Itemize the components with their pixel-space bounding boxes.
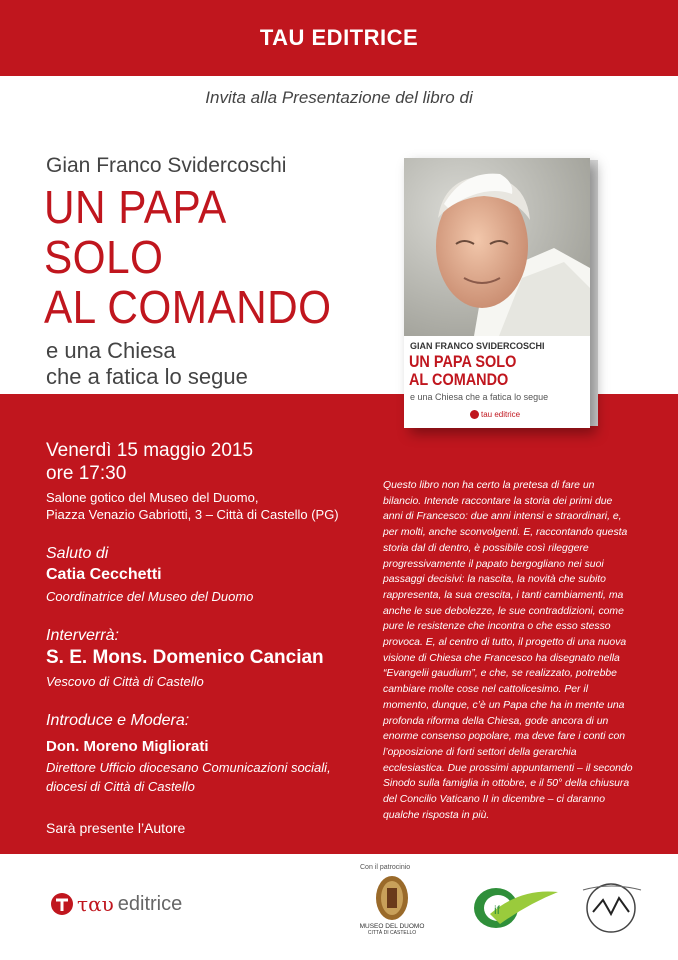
book-subtitle-line-2: che a fatica lo segue bbox=[46, 364, 248, 389]
cover-publisher bbox=[470, 410, 520, 419]
description-line: passaggi decisivi: la nascita, la novità che subito bbox=[383, 574, 606, 586]
book-author: Gian Franco Svidercoschi bbox=[46, 154, 287, 177]
description-line: storia dal di dentro, è possibile così rileggere bbox=[383, 542, 589, 554]
green-swoosh-logo-icon bbox=[470, 884, 560, 932]
description-line: enorme consenso popolare, ma deve fare i conti con bbox=[383, 731, 626, 743]
cover-title-line-1: UN PAPA SOLO bbox=[409, 352, 517, 371]
speaker-3-role: Direttore Ufficio diocesano Comunicazioni sociali, bbox=[46, 760, 331, 775]
speaker-3-role-2: diocesi di Città di Castello bbox=[46, 779, 195, 794]
speaker-2-label: Interverrà: bbox=[46, 627, 119, 644]
book-spine bbox=[590, 160, 598, 426]
description-line: anche le sue debolezze, le sue contraddizioni, come bbox=[383, 605, 624, 617]
cover-author: GIAN FRANCO SVIDERCOSCHI bbox=[410, 341, 545, 351]
museum-city: CITTÀ DI CASTELLO bbox=[367, 930, 417, 936]
footer-publisher-label: editrice bbox=[117, 892, 183, 915]
description-line: provoca. E, al centro di tutto, il progetto di una nuova bbox=[383, 637, 627, 649]
museum-name: MUSEO DEL DUOMO bbox=[359, 923, 425, 930]
description-line: profonda riforma della Chiesa, gode ancora di un bbox=[383, 715, 609, 727]
book-subtitle-line-1: e una Chiesa bbox=[46, 338, 176, 363]
tau-word-icon: τ bbox=[77, 892, 89, 916]
description-line: momento, dunque, c’è un Papa che ha in mente una bbox=[383, 699, 625, 711]
footer-publisher-logo bbox=[50, 892, 182, 916]
tau-logo-icon bbox=[50, 892, 74, 916]
speaker-3-name: Don. Moreno Migliorati bbox=[46, 738, 209, 755]
partner-logo-2 bbox=[470, 884, 560, 937]
description-line: progressivamente il papato bergogliano nei suoi bbox=[383, 558, 604, 570]
book-title-line-2: SOLO bbox=[44, 231, 164, 283]
cover-subtitle: e una Chiesa che a fatica lo segue bbox=[410, 392, 549, 402]
description-line: l’opposizione di forti settori della gerarchia bbox=[383, 746, 577, 758]
sketch-logo-icon bbox=[575, 878, 647, 938]
author-present-note: Sarà presente l’Autore bbox=[46, 820, 186, 836]
description-line: qualche risposta in più. bbox=[383, 809, 490, 821]
description-line: visione di Chiesa che Francesco ha disegnato nella bbox=[383, 652, 620, 664]
description-line: anni di Francesco: due anni intensi e straordinari, e, bbox=[383, 511, 622, 523]
cover-publisher-label: tau editrice bbox=[481, 410, 521, 419]
speaker-2-role: Vescovo di Città di Castello bbox=[46, 674, 204, 689]
svg-text:if: if bbox=[494, 903, 500, 917]
description-line: del Concilio Vaticano II in dicembre – ci daranno bbox=[383, 794, 605, 806]
book-description bbox=[383, 478, 669, 823]
description-line: Questo libro non ha certo la pretesa di fare un bbox=[383, 480, 595, 491]
description-line: Sinodo sulla famiglia in ottobre, e il 50° della chiusura bbox=[383, 778, 630, 790]
speaker-1-name: Catia Cecchetti bbox=[46, 566, 162, 583]
partner-logo-3 bbox=[575, 878, 647, 943]
speaker-3-label: Introduce e Modera: bbox=[46, 712, 190, 729]
tau-cover-icon bbox=[470, 410, 479, 419]
event-date: Venerdì 15 maggio 2015 bbox=[46, 440, 254, 461]
cover-title-line-2: AL COMANDO bbox=[409, 370, 509, 389]
description-line: bilancio. Intende raccontare la storia dei primi due bbox=[383, 495, 613, 507]
invite-line: Invita alla Presentazione del libro di bbox=[205, 88, 473, 107]
publisher-title: TAU EDITRICE bbox=[259, 25, 419, 50]
book-title-line-1: UN PAPA bbox=[44, 181, 227, 233]
description-line: ecclesiastica. Due prossimi appuntamenti – il secondo bbox=[383, 762, 633, 774]
description-line: pure le resistenze che incontra o che esso stesso bbox=[383, 621, 611, 633]
description-line: per molti, anche sconvolgenti. E, raccontando questa bbox=[383, 527, 628, 539]
description-line: cambiare molte cose nel cattolicesimo. Per il bbox=[383, 684, 589, 696]
event-address: Piazza Venazio Gabriotti, 3 – Città di Castello (PG) bbox=[46, 507, 339, 522]
pope-portrait-image bbox=[404, 158, 590, 336]
tau-word-icon-2: αυ bbox=[88, 892, 114, 916]
speaker-2-name: S. E. Mons. Domenico Cancian bbox=[46, 647, 324, 668]
speaker-1-role: Coordinatrice del Museo del Duomo bbox=[46, 589, 254, 604]
book-cover-image bbox=[404, 158, 590, 428]
museum-crest-icon bbox=[374, 874, 410, 922]
book-title-line-3: AL COMANDO bbox=[44, 281, 332, 333]
patronage-label: Con il patrocinio bbox=[360, 864, 411, 871]
header-bar bbox=[0, 0, 678, 76]
museum-logo bbox=[352, 874, 432, 936]
event-venue: Salone gotico del Museo del Duomo, bbox=[46, 490, 259, 505]
speaker-1-label: Saluto di bbox=[46, 545, 109, 562]
event-time: ore 17:30 bbox=[46, 463, 127, 484]
description-line: rappresenta, la sua crescita, i tanti cambiamenti, ma bbox=[383, 589, 624, 601]
description-line: “Evangelii gaudium”, e che, se realizzato, potrebbe bbox=[383, 668, 617, 680]
